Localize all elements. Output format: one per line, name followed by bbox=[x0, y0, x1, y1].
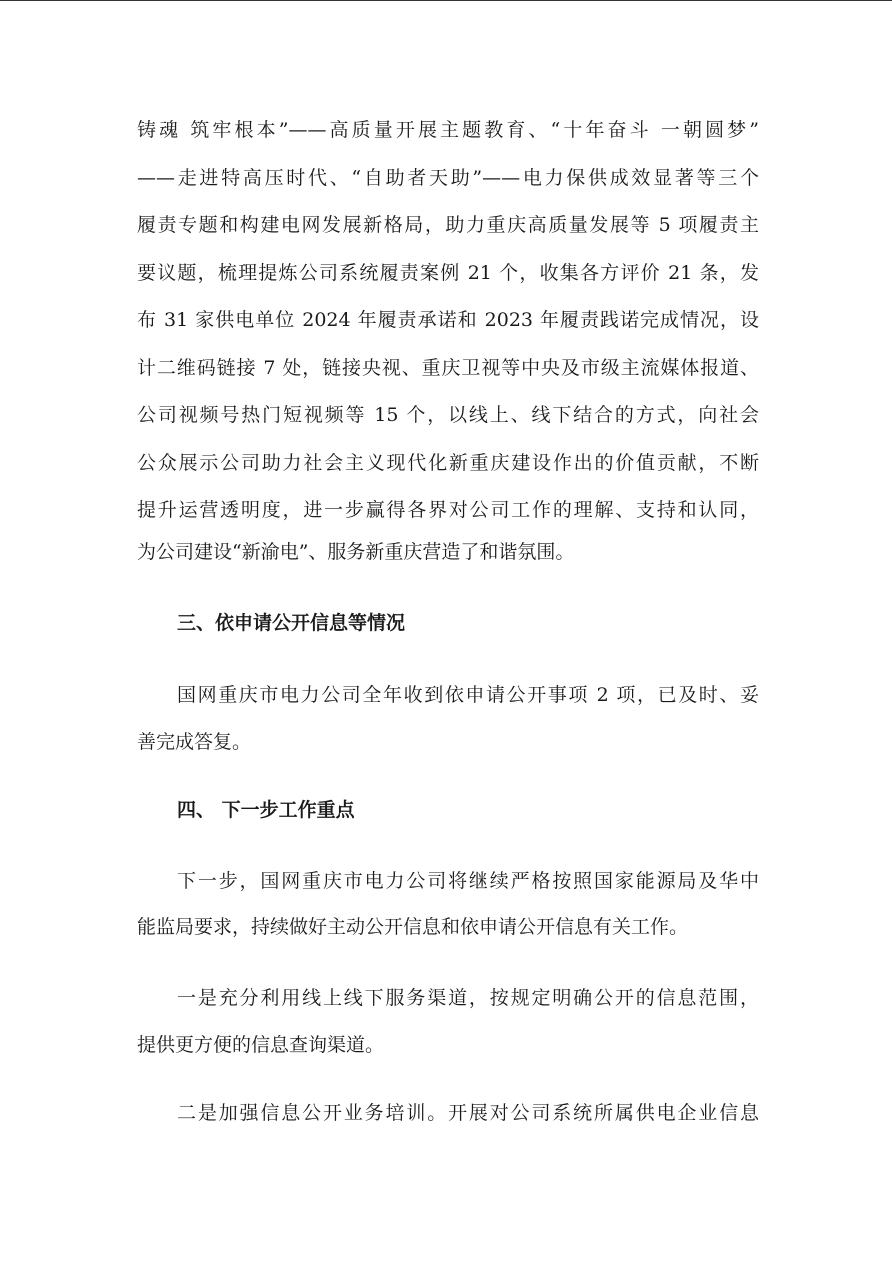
text-line: 能监局要求，持续做好主动公开信息和依申请公开信息有关工作。 bbox=[137, 916, 689, 938]
text-line: 二是加强信息公开业务培训。开展对公司系统所属供电企业信息 bbox=[177, 1102, 759, 1124]
text-line: 铸魂 筑牢根本”——高质量开展主题教育、“十年奋斗 一朝圆梦” bbox=[137, 119, 759, 141]
text-line: 公众展示公司助力社会主义现代化新重庆建设作出的价值贡献，不断 bbox=[137, 452, 759, 474]
section-3-heading: 三、依申请公开信息等情况 bbox=[177, 612, 406, 634]
text-line: 要议题，梳理提炼公司系统履责案例 21 个，收集各方评价 21 条，发 bbox=[137, 262, 759, 284]
text-line: 为公司建设“新渝电”、服务新重庆营造了和谐氛围。 bbox=[137, 541, 575, 563]
text-line: ——走进特高压时代、“自助者天助”——电力保供成效显著等三个 bbox=[137, 167, 759, 189]
text-line: 公司视频号热门短视频等 15 个，以线上、线下结合的方式，向社会 bbox=[137, 404, 759, 426]
text-line: 下一步，国网重庆市电力公司将继续严格按照国家能源局及华中 bbox=[177, 870, 759, 892]
text-line: 布 31 家供电单位 2024 年履责承诺和 2023 年履责践诺完成情况，设 bbox=[137, 309, 759, 331]
text-line: 提供更方便的信息查询渠道。 bbox=[137, 1034, 385, 1056]
text-line: 计二维码链接 7 处，链接央视、重庆卫视等中央及市级主流媒体报道、 bbox=[137, 357, 759, 379]
text-line: 一是充分利用线上线下服务渠道，按规定明确公开的信息范围， bbox=[177, 987, 759, 1009]
text-line: 履责专题和构建电网发展新格局，助力重庆高质量发展等 5 项履责主 bbox=[137, 214, 759, 236]
text-line: 善完成答复。 bbox=[137, 731, 252, 753]
section-4-heading: 四、 下一步工作重点 bbox=[177, 799, 355, 821]
text-line: 提升运营透明度，进一步赢得各界对公司工作的理解、支持和认同， bbox=[137, 499, 759, 521]
text-line: 国网重庆市电力公司全年收到依申请公开事项 2 项，已及时、妥 bbox=[177, 684, 759, 706]
